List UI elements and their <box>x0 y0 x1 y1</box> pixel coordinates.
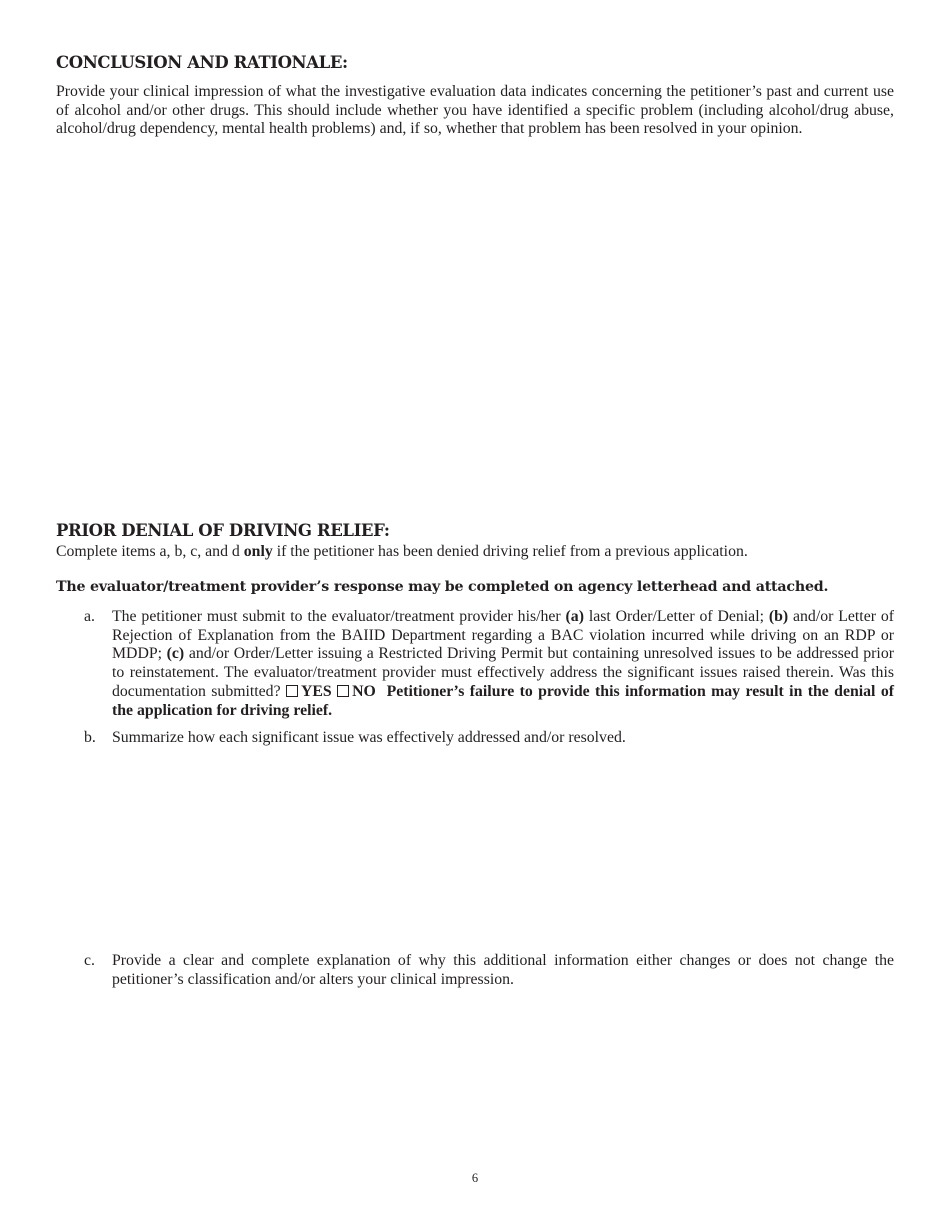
conclusion-instructions: Provide your clinical impression of what the investigative evaluation data indicates concerning the petitioner’s past and current use of alcohol and/or other drugs. This should include whether you have identified a specific problem (including alcohol/drug abuse, alcohol/drug dependency, mental health problems) and, if so, whether that problem has been resolved in your opinion. <box>56 83 894 138</box>
item-b-marker: b. <box>84 729 96 746</box>
prior-denial-intro: Complete items a, b, c, and d only if the petitioner has been denied driving relief from a previous application. <box>56 543 748 560</box>
letterhead-note: The evaluator/treatment provider’s response may be completed on agency letterhead and attached. <box>56 579 829 595</box>
item-c <box>84 952 894 989</box>
item-a-marker: a. <box>84 608 95 625</box>
yes-checkbox[interactable] <box>286 685 298 697</box>
yes-label: YES <box>300 682 332 700</box>
conclusion-heading: CONCLUSION AND RATIONALE: <box>56 53 348 72</box>
item-b-response-area[interactable] <box>112 760 894 940</box>
no-checkbox[interactable] <box>337 685 349 697</box>
item-b <box>84 729 894 748</box>
item-c-marker: c. <box>84 952 95 969</box>
page-number: 6 <box>471 1171 479 1185</box>
conclusion-response-area[interactable] <box>56 150 894 510</box>
item-a-text: The petitioner must submit to the evaluator/treatment provider his/her (a) last Order/Letter of Denial; (b) and/or Letter of Rejection of Explanation from the BAIID Department regarding a BAC violation incurred while driving on an RDP or MDDP; (c) and/or Order/Letter issuing a Restricted Driving Permit but containing unresolved issues to be addressed prior to reinstatement. The evaluator/treatment provider must effectively address the significant issues raised therein. Was this documentation submitted? YES NO Petitioner’s failure to provide this information may result in the denial of the application for driving relief. <box>112 608 894 719</box>
prior-denial-heading: PRIOR DENIAL OF DRIVING RELIEF: <box>56 521 390 540</box>
item-b-text: Summarize how each significant issue was effectively addressed and/or resolved. <box>112 729 626 746</box>
item-a <box>84 608 894 720</box>
failure-warning: Petitioner’s failure to provide this information may result in the denial of the application for driving relief. <box>112 682 894 719</box>
item-c-response-area[interactable] <box>112 1000 894 1150</box>
item-c-text: Provide a clear and complete explanation of why this additional information either changes or does not change the petitioner’s classification and/or alters your clinical impression. <box>112 952 894 988</box>
no-label: NO <box>352 682 376 700</box>
